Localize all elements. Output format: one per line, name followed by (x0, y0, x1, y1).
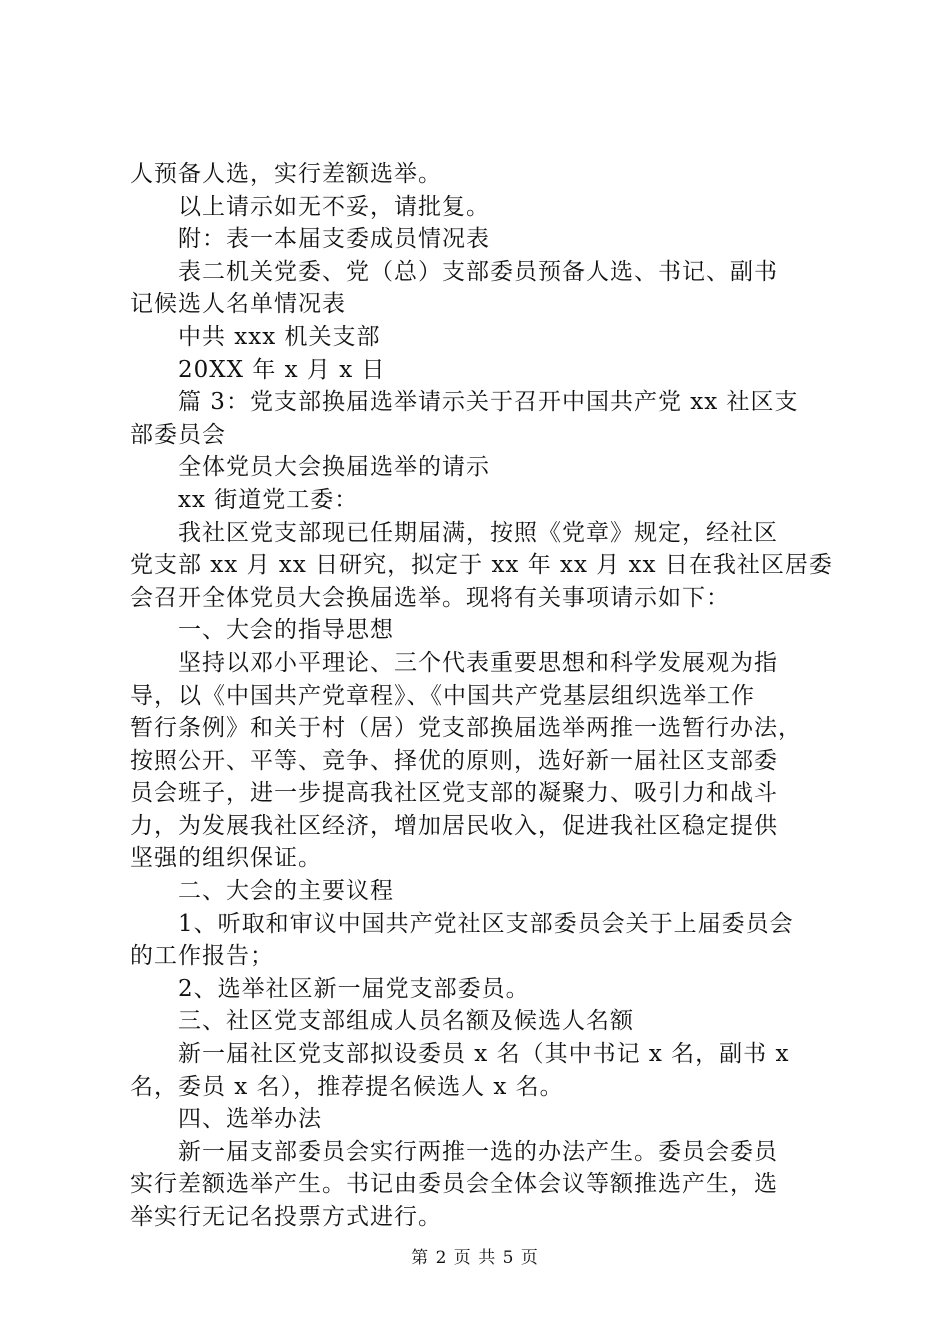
text-line: 党支部 xx 月 xx 日研究，拟定于 xx 年 xx 月 xx 日在我社区居委 (130, 552, 833, 579)
section-heading: 一、大会的指导思想 (178, 617, 394, 644)
text-line: xx 街道党工委： (178, 486, 359, 513)
text-line: 的工作报告； (130, 943, 274, 970)
section-heading: 三、社区党支部组成人员名额及候选人名额 (178, 1008, 634, 1035)
text-line: 以上请示如无不妥，请批复。 (178, 193, 490, 220)
text-line: 2、选举社区新一届党支部委员。 (178, 975, 530, 1002)
text-line: 实行差额选举产生。书记由委员会全体会议等额推选产生，选 (130, 1171, 778, 1198)
text-line: 记候选人名单情况表 (130, 291, 346, 318)
text-line: 1、听取和审议中国共产党社区支部委员会关于上届委员会 (178, 910, 794, 937)
text-line: 坚强的组织保证。 (130, 845, 322, 872)
text-line: 人预备人选，实行差额选举。 (130, 161, 442, 187)
text-line: 20XX 年 x 月 x 日 (178, 356, 386, 383)
text-line: 会召开全体党员大会换届选举。现将有关事项请示如下： (130, 584, 730, 611)
text-line: 暂行条例》和关于村（居）党支部换届选举两推一选暂行办法， (130, 715, 802, 742)
text-line: 按照公开、平等、竞争、择优的原则，选好新一届社区支部委 (130, 747, 778, 774)
text-line: 表二机关党委、党（总）支部委员预备人选、书记、副书 (178, 258, 778, 285)
text-line: 部委员会 (130, 421, 226, 448)
text-line: 中共 xxx 机关支部 (178, 323, 381, 350)
text-line: 我社区党支部现已任期届满，按照《党章》规定，经社区 (178, 519, 778, 546)
document-body (130, 158, 833, 1234)
text-line: 附：表一本届支委成员情况表 (178, 226, 490, 253)
text-line: 名，委员 x 名），推荐提名候选人 x 名。 (130, 1073, 564, 1100)
text-line: 力，为发展我社区经济，增加居民收入，促进我社区稳定提供 (130, 812, 778, 839)
text-line: 导，以《中国共产党章程》、《中国共产党基层组织选举工作 (130, 682, 755, 709)
section-heading: 四、选举办法 (178, 1106, 322, 1133)
text-line: 坚持以邓小平理论、三个代表重要思想和科学发展观为指 (178, 649, 778, 676)
text-line: 新一届社区党支部拟设委员 x 名（其中书记 x 名，副书 x (178, 1041, 790, 1068)
text-line: 新一届支部委员会实行两推一选的办法产生。委员会委员 (178, 1138, 778, 1165)
text-line: 举实行无记名投票方式进行。 (130, 1204, 442, 1230)
page-number-footer: 第 2 页 共 5 页 (411, 1248, 539, 1268)
text-line: 员会班子，进一步提高我社区党支部的凝聚力、吸引力和战斗 (130, 780, 778, 807)
section-heading: 篇 3：党支部换届选举请示关于召开中国共产党 xx 社区支 (178, 389, 799, 416)
text-line: 全体党员大会换届选举的请示 (178, 454, 490, 481)
section-heading: 二、大会的主要议程 (178, 878, 394, 905)
